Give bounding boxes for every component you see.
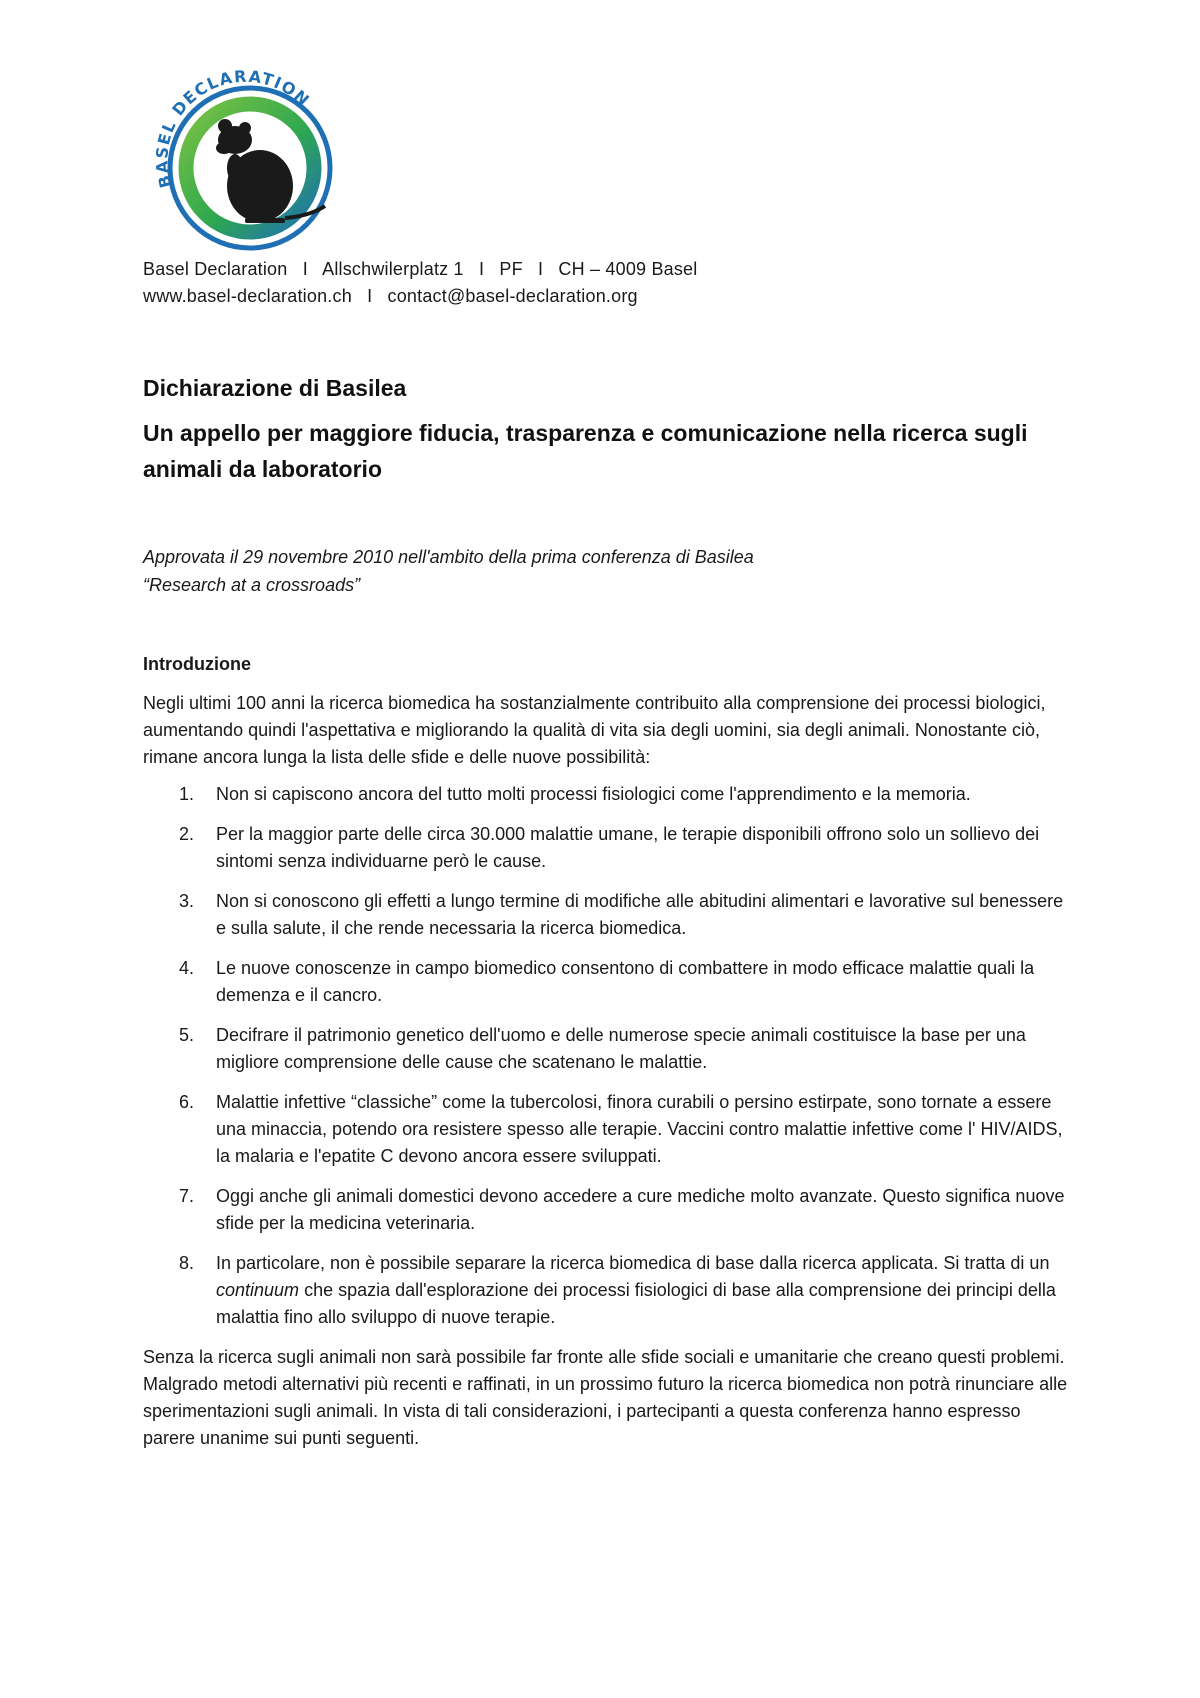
contact-address-block [143, 256, 697, 310]
list-item-text: Malattie infettive “classiche” come la tubercolosi, finora curabili o persino estirpate, sono tornate a essere una minaccia, potendo ora resistere spesso alle terapie. Vaccini contro malattie infettive come l' HIV/AIDS, la malaria e l'epatite C devono ancora essere sviluppati. [216, 1092, 1063, 1166]
list-item [143, 1089, 1073, 1170]
list-item [143, 1183, 1073, 1237]
list-number: 4. [179, 958, 195, 978]
list-number: 1. [179, 784, 195, 804]
list-item [143, 955, 1073, 1009]
list-item [143, 888, 1073, 942]
list-item-text: Le nuove conoscenze in campo biomedico consentono di combattere in modo efficace malattie quali la demenza e il cancro. [216, 958, 1035, 1005]
web-contact-line [143, 283, 697, 310]
document-title: Dichiarazione di Basilea [143, 375, 407, 401]
org-name: Basel Declaration [143, 259, 288, 279]
list-item-text: Per la maggior parte delle circa 30.000 malattie umane, le terapie disponibili offrono solo un sollievo dei sintomi senza individuarne però le cause. [216, 824, 1040, 871]
separator: I [478, 259, 485, 279]
intro-paragraph: Negli ultimi 100 anni la ricerca biomedica ha sostanzialmente contribuito alla comprensione dei processi biologici, aumentando quindi l'aspettativa e migliorando la qualità di vita sia degli uomini, sia degli animali. Nonostante ciò, rimane ancora lunga la lista delle sfide e delle nuove possibilità: [143, 693, 1046, 767]
list-item-italic-term: continuum [216, 1280, 300, 1300]
document-title-block [143, 370, 1073, 487]
list-number: 5. [179, 1025, 195, 1045]
list-item-text-start: In particolare, non è possibile separare la ricerca biomedica di base dalla ricerca applicata. Si tratta di un [216, 1253, 1050, 1273]
city: CH – 4009 Basel [558, 259, 698, 279]
website-link[interactable]: www.basel-declaration.ch [143, 286, 352, 306]
list-item-text: Non si capiscono ancora del tutto molti processi fisiologici come l'apprendimento e la memoria. [216, 784, 971, 804]
pf: PF [499, 259, 523, 279]
list-number: 7. [179, 1186, 195, 1206]
list-number: 8. [179, 1253, 195, 1273]
basel-declaration-logo [150, 68, 340, 258]
separator: I [367, 286, 373, 306]
list-item-text: Decifrare il patrimonio genetico dell'uomo e delle numerose specie animali costituisce la base per una migliore comprensione delle cause che scatenano le malattie. [216, 1025, 1026, 1072]
address-line [143, 256, 697, 283]
document-subtitle: Un appello per maggiore fiducia, trasparenza e comunicazione nella ricerca sugli animali da laboratorio [143, 420, 1028, 482]
approval-line: Approvata il 29 novembre 2010 nell'ambito della prima conferenza di Basilea [143, 547, 754, 567]
separator: I [537, 259, 544, 279]
logo-arc-text: BASEL DECLARATION [152, 68, 314, 190]
separator: I [302, 259, 308, 279]
list-item [143, 1022, 1073, 1076]
list-number: 2. [179, 824, 195, 844]
email-link[interactable]: contact@basel-declaration.org [387, 286, 638, 306]
street: Allschwilerplatz 1 [322, 259, 464, 279]
list-item-text: Oggi anche gli animali domestici devono accedere a cure mediche molto avanzate. Questo significa nuove sfide per la medicina veterinaria. [216, 1186, 1065, 1233]
list-item-text: Non si conoscono gli effetti a lungo termine di modifiche alle abitudini alimentari e lavorative sul benessere e sulla salute, il che rende necessaria la ricerca biomedica. [216, 891, 1064, 938]
closing-paragraph: Senza la ricerca sugli animali non sarà possibile far fronte alle sfide sociali e umanitarie che creano questi problemi. Malgrado metodi alternativi più recenti e raffinati, in un prossimo futuro la ricerca biomedica non potrà rinunciare alle sperimentazioni sugli animali. In vista di tali considerazioni, i partecipanti a questa conferenza hanno espresso parere unanime sui punti seguenti. [143, 1347, 1068, 1448]
challenges-list [143, 781, 1073, 1331]
introduction-section [143, 651, 1073, 1452]
list-item [143, 821, 1073, 875]
list-item [143, 1250, 1073, 1331]
list-item-text-end: che spazia dall'esplorazione dei processi fisiologici di base alla comprensione dei principi della malattia fino allo sviluppo di nuove terapie. [216, 1280, 1056, 1327]
list-item [143, 781, 1073, 808]
list-number: 3. [179, 891, 195, 911]
conference-name: “Research at a crossroads” [143, 575, 361, 595]
list-number: 6. [179, 1092, 195, 1112]
section-heading: Introduzione [143, 654, 251, 674]
approval-note [143, 543, 754, 599]
